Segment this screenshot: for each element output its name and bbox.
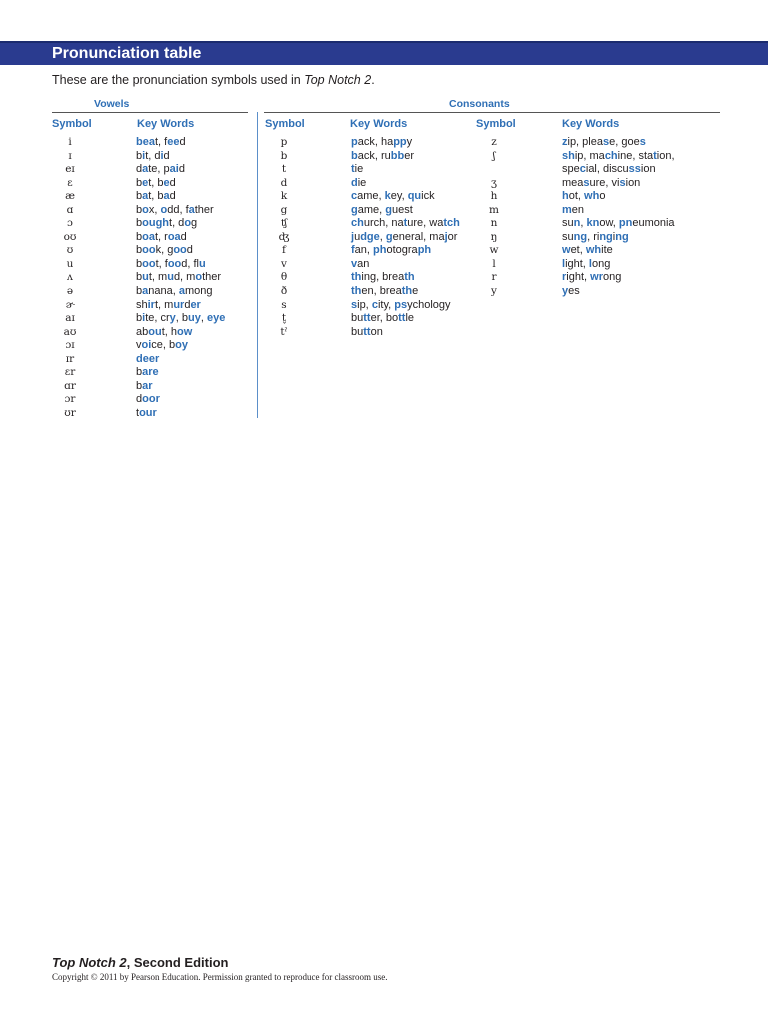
phonetic-symbol: ɑr [64, 379, 76, 392]
key-words: hot, who [562, 190, 606, 203]
phonetic-symbol: ʌ [67, 271, 73, 284]
key-words: bite, cry, buy, eye [136, 312, 226, 325]
table-row [265, 150, 470, 164]
key-words: but, mud, mother [136, 271, 222, 284]
phonetic-symbol: p [280, 136, 288, 148]
key-words: van [351, 257, 370, 270]
table-row [265, 258, 470, 272]
table-row [52, 312, 252, 326]
key-words: beat, feed [136, 136, 186, 148]
table-row [265, 271, 470, 285]
key-words: bat, bad [136, 190, 176, 203]
key-words: zip, please, goes [562, 136, 646, 148]
table-row [52, 204, 252, 218]
table-row [52, 393, 252, 407]
phonetic-symbol: æ [65, 190, 75, 203]
footer-title [52, 955, 228, 970]
key-words: boot, food, flu [136, 257, 206, 270]
key-words: judge, general, major [351, 230, 458, 243]
phonetic-symbol: ɪr [65, 352, 75, 365]
table-row [476, 190, 706, 204]
copyright-notice: Copyright © 2011 by Pearson Education. Permission granted to reproduce for classroom use. [52, 972, 388, 982]
phonetic-symbol: ɛr [64, 366, 76, 379]
table-row [476, 177, 706, 191]
table-row [52, 285, 252, 299]
table-row [476, 271, 706, 285]
key-words: tie [351, 163, 364, 176]
intro-text [52, 72, 375, 88]
key-words: light, long [562, 257, 611, 270]
phonetic-symbol: oʊ [63, 230, 77, 243]
key-words: book, good [136, 244, 193, 257]
table-row [52, 231, 252, 245]
key-words: right, wrong [562, 271, 622, 284]
table-row [52, 258, 252, 272]
key-words: church, nature, watch [351, 217, 460, 230]
key-words: bought, dog [136, 217, 198, 230]
phonetic-symbol: aɪ [65, 312, 75, 325]
table-row [476, 285, 706, 299]
page-title: Pronunciation table [52, 45, 202, 62]
consonants2-keywords-header: Key Words [562, 118, 620, 130]
table-row [52, 380, 252, 394]
phonetic-symbol: aʊ [63, 325, 77, 338]
phonetic-symbol: i [68, 136, 72, 148]
table-row [52, 299, 252, 313]
key-words: box, odd, father [136, 203, 214, 216]
consonants2-list [476, 136, 706, 299]
table-row [476, 244, 706, 258]
key-words: measure, vision [562, 176, 641, 189]
key-words: sip, city, psychology [351, 298, 451, 311]
phonetic-symbol: r [491, 271, 497, 284]
phonetic-symbol: t̬ [281, 312, 287, 325]
phonetic-symbol: t [281, 163, 287, 176]
key-words: door [136, 393, 160, 406]
phonetic-symbol: ð [280, 285, 288, 298]
phonetic-symbol: m [489, 203, 499, 216]
table-row [52, 190, 252, 204]
key-words: fan, photograph [351, 244, 432, 257]
table-row [476, 163, 706, 177]
vowels-list [52, 136, 252, 420]
table-row [265, 136, 470, 150]
table-row [265, 163, 470, 177]
consonants2-symbol-header: Symbol [476, 118, 516, 130]
key-words: about, how [136, 325, 193, 338]
consonants-heading: Consonants [449, 98, 510, 110]
table-row [52, 339, 252, 353]
key-words: yes [562, 285, 580, 298]
phonetic-symbol: ɔɪ [65, 339, 75, 352]
key-words: then, breathe [351, 285, 419, 298]
table-row [476, 136, 706, 150]
phonetic-symbol: l [492, 257, 496, 270]
phonetic-symbol: ʃ [492, 149, 496, 162]
key-words: boat, road [136, 230, 187, 243]
key-words: ship, machine, station, [562, 149, 675, 162]
table-row [265, 326, 470, 340]
key-words: banana, among [136, 285, 213, 298]
phonetic-symbol: h [490, 190, 498, 203]
vowels-keywords-header: Key Words [137, 118, 195, 130]
key-words: thing, breath [351, 271, 415, 284]
phonetic-symbol: b [280, 149, 288, 162]
key-words: date, paid [136, 163, 185, 176]
phonetic-symbol: eɪ [65, 163, 75, 176]
phonetic-symbol: ʊ [66, 244, 74, 257]
key-words: bar [136, 379, 153, 392]
phonetic-symbol: ɛ [67, 176, 73, 189]
key-words: game, guest [351, 203, 413, 216]
table-row [265, 190, 470, 204]
phonetic-symbol: z [491, 136, 497, 148]
intro-book-title: Top Notch 2 [304, 73, 372, 87]
phonetic-symbol: ɪ [68, 149, 72, 162]
key-words: button [351, 325, 383, 338]
table-row [52, 353, 252, 367]
table-row [52, 271, 252, 285]
vowels-symbol-header: Symbol [52, 118, 92, 130]
table-row [265, 244, 470, 258]
phonetic-symbol: g [280, 203, 288, 216]
phonetic-symbol: ɚ [65, 298, 75, 311]
key-words: wet, white [562, 244, 613, 257]
table-row [476, 231, 706, 245]
key-words: voice, boy [136, 339, 188, 352]
consonants1-keywords-header: Key Words [350, 118, 408, 130]
vowels-rule [52, 112, 248, 113]
phonetic-symbol: tˀ [280, 325, 288, 338]
phonetic-symbol: u [66, 257, 74, 270]
table-row [52, 163, 252, 177]
intro-end: . [371, 73, 375, 87]
table-row [265, 312, 470, 326]
phonetic-symbol: w [489, 244, 499, 257]
table-row [476, 258, 706, 272]
table-row [265, 285, 470, 299]
phonetic-symbol: d [280, 176, 288, 189]
phonetic-symbol: ʤ [278, 230, 290, 243]
title-banner [0, 41, 768, 65]
phonetic-symbol: v [281, 257, 287, 270]
phonetic-symbol: s [281, 298, 287, 311]
key-words: back, rubber [351, 149, 414, 162]
table-row [265, 299, 470, 313]
key-words: butter, bottle [351, 312, 414, 325]
table-row [52, 407, 252, 421]
table-row [476, 217, 706, 231]
phonetic-symbol: ʊr [64, 406, 76, 419]
key-words: sun, know, pneumonia [562, 217, 675, 230]
key-words: shirt, murder [136, 298, 201, 311]
table-row [265, 204, 470, 218]
table-row [52, 150, 252, 164]
key-words: bet, bed [136, 176, 176, 189]
phonetic-symbol: n [490, 217, 498, 230]
table-row [52, 366, 252, 380]
table-row [52, 217, 252, 231]
phonetic-symbol: ʒ [491, 176, 497, 189]
key-words: deer [136, 352, 160, 365]
vowels-heading: Vowels [94, 98, 130, 110]
column-divider [257, 112, 258, 418]
key-words: die [351, 176, 367, 189]
key-words: came, key, quick [351, 190, 435, 203]
table-row [265, 231, 470, 245]
table-row [52, 136, 252, 150]
table-row [476, 204, 706, 218]
phonetic-symbol: ɑ [66, 203, 74, 216]
key-words: men [562, 203, 585, 216]
key-words: sung, ringing [562, 230, 629, 243]
phonetic-symbol: ŋ [490, 230, 498, 243]
phonetic-symbol: k [280, 190, 288, 203]
phonetic-symbol: y [491, 285, 497, 298]
phonetic-symbol: ə [66, 285, 74, 298]
footer-edition: , Second Edition [126, 955, 229, 970]
phonetic-symbol: f [282, 244, 286, 257]
table-row [265, 217, 470, 231]
key-words: pack, happy [351, 136, 413, 148]
footer-book-title: Top Notch 2 [52, 955, 127, 970]
intro-lead: These are the pronunciation symbols used in [52, 73, 305, 87]
table-row [476, 150, 706, 164]
table-row [52, 326, 252, 340]
phonetic-symbol: ɔ [67, 217, 73, 230]
phonetic-symbol: ʧ [280, 217, 288, 230]
consonants-rule [264, 112, 720, 113]
key-words: bit, did [136, 149, 170, 162]
phonetic-symbol: ɔr [64, 393, 76, 406]
consonants1-list [265, 136, 470, 339]
key-words: tour [136, 406, 157, 419]
consonants1-symbol-header: Symbol [265, 118, 305, 130]
table-row [52, 244, 252, 258]
table-row [265, 177, 470, 191]
table-row [52, 177, 252, 191]
phonetic-symbol: θ [280, 271, 288, 284]
key-words: special, discussion [562, 163, 656, 176]
key-words: bare [136, 366, 159, 379]
